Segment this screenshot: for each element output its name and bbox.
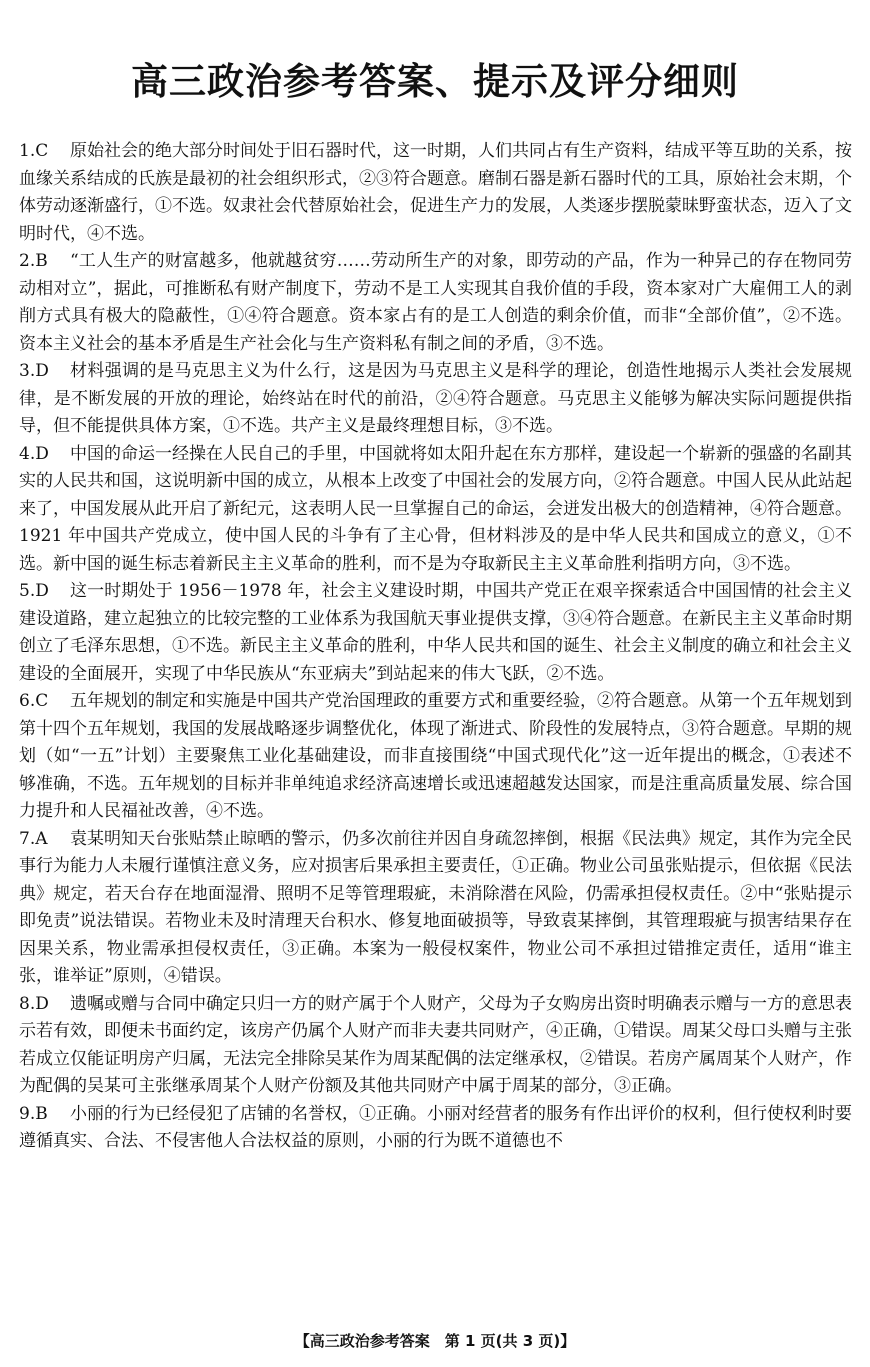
- answer-label: 8.D: [19, 993, 49, 1014]
- answer-text: 小丽的行为已经侵犯了店铺的名誉权，①正确。小丽对经营者的服务有作出评价的权利，但行使权利时要遵循真实、合法、不侵害他人合法权益的原则，小丽的行为既不道德也不: [19, 1103, 852, 1151]
- answer-item-9: [0, 1101, 852, 1156]
- page-title: 高三政治参考答案、提示及评分细则: [131, 60, 739, 103]
- answer-text: 材料强调的是马克思主义为什么行，这是因为马克思主义是科学的理论，创造性地揭示人类社会发展规律，是不断发展的开放的理论，始终站在时代的前沿，②④符合题意。马克思主义能够为解决实际问题提供指导，但不能提供具体方案，①不选。共产主义是最终理想目标，③不选。: [19, 361, 852, 436]
- answer-label: 1.C: [19, 141, 49, 161]
- answer-text: 这一时期处于 1956－1978 年，社会主义建设时期，中国共产党正在艰辛探索适合中国国情的社会主义建设道路，建立起独立的比较完整的工业体系为我国航天事业提供支撑，③④符合题意。在新民主主义革命时期创立了毛泽东思想，①不选。新民主主义革命的胜利，中华人民共和国的诞生、社会主义制度的确立和社会主义建设的全面展开，实现了中华民族从“东亚病夫”到站起来的伟大飞跃，②不选。: [19, 581, 852, 684]
- answer-item-1: [0, 138, 852, 248]
- answer-text: 五年规划的制定和实施是中国共产党治国理政的重要方式和重要经验，②符合题意。从第一个五年规划到第十四个五年规划，我国的发展战略逐步调整优化，体现了渐进式、阶段性的发展特点，③符合题意。早期的规划（如“一五”计划）主要聚焦工业化基础建设，而非直接围绕“中国式现代化”这一近年提出的概念，①表述不够准确，不选。五年规划的目标并非单纯追求经济高速增长或迅速超越发达国家，而是注重高质量发展、综合国力提升和人民福祉改善，④不选。: [19, 691, 852, 821]
- answer-label: 4.D: [19, 443, 49, 464]
- answer-item-4: [0, 441, 852, 579]
- answer-item-5: [0, 578, 852, 688]
- answer-list: [0, 138, 870, 1156]
- answer-label: 2.B: [19, 251, 48, 271]
- answer-text: 中国的命运一经操在人民自己的手里，中国就将如太阳升起在东方那样，建设起一个崭新的强盛的名副其实的人民共和国，这说明新中国的成立，从根本上改变了中国社会的发展方向，②符合题意。中国人民从此站起来了，中国发展从此开启了新纪元，这表明人民一旦掌握自己的命运，会迸发出极大的创造精神，④符合题意。1921 年中国共产党成立，使中国人民的斗争有了主心骨，但材料涉及的是中华人民共和国成立的意义，①不选。新中国的诞生标志着新民主主义革命的胜利，而不是为夺取新民主主义革命胜利指明方向，③不选。: [19, 443, 852, 574]
- answer-text: 原始社会的绝大部分时间处于旧石器时代，这一时期，人们共同占有生产资料，结成平等互助的关系，按血缘关系结成的氏族是最初的社会组织形式，②③符合题意。磨制石器是新石器时代的工具，原始社会末期，个体劳动逐渐盛行，①不选。奴隶社会代替原始社会，促进生产力的发展，人类逐步摆脱蒙昧野蛮状态，迈入了文明时代，④不选。: [19, 141, 852, 244]
- answer-label: 5.D: [19, 581, 49, 601]
- answer-label: 9.B: [19, 1103, 48, 1124]
- answer-label: 6.C: [19, 691, 49, 711]
- answer-item-6: [0, 688, 852, 826]
- answer-label: 7.A: [19, 828, 48, 849]
- answer-text: 袁某明知天台张贴禁止晾晒的警示，仍多次前往并因自身疏忽摔倒，根据《民法典》规定，其作为完全民事行为能力人未履行谨慎注意义务，应对损害后果承担主要责任，①正确。物业公司虽张贴提示，但依据《民法典》规定，若天台存在地面湿滑、照明不足等管理瑕疵，未消除潜在风险，仍需承担侵权责任。②中“张贴提示即免责”说法错误。若物业未及时清理天台积水、修复地面破损等，导致袁某摔倒，其管理瑕疵与损害结果存在因果关系，物业需承担侵权责任，③正确。本案为一般侵权案件，物业公司不承担过错推定责任，适用“谁主张，谁举证”原则，④错误。: [19, 828, 852, 986]
- answer-label: 3.D: [19, 361, 49, 381]
- page-footer: 【高三政治参考答案 第 1 页(共 3 页)】: [294, 1332, 576, 1350]
- answer-item-2: [0, 248, 852, 358]
- answer-item-7: [0, 826, 852, 991]
- answer-text: 遗嘱或赠与合同中确定只归一方的财产属于个人财产，父母为子女购房出资时明确表示赠与一方的意思表示若有效，即便未书面约定，该房产仍属个人财产而非夫妻共同财产，④正确，①错误。周某父母口头赠与主张若成立仅能证明房产归属，无法完全排除吴某作为周某配偶的法定继承权，②错误。若房产属周某个人财产，作为配偶的吴某可主张继承周某个人财产份额及其他共同财产中属于周某的部分，③正确。: [19, 993, 852, 1096]
- answer-item-8: [0, 991, 852, 1101]
- answer-text: “工人生产的财富越多，他就越贫穷……劳动所生产的对象，即劳动的产品，作为一种异己的存在物同劳动相对立”，据此，可推断私有财产制度下，劳动不是工人实现其自我价值的手段，资本家对广大雇佣工人的剥削方式具有极大的隐蔽性，①④符合题意。资本家占有的是工人创造的剩余价值，而非“全部价值”，②不选。资本主义社会的基本矛盾是生产社会化与生产资料私有制之间的矛盾，③不选。: [19, 251, 852, 354]
- answer-item-3: [0, 358, 852, 441]
